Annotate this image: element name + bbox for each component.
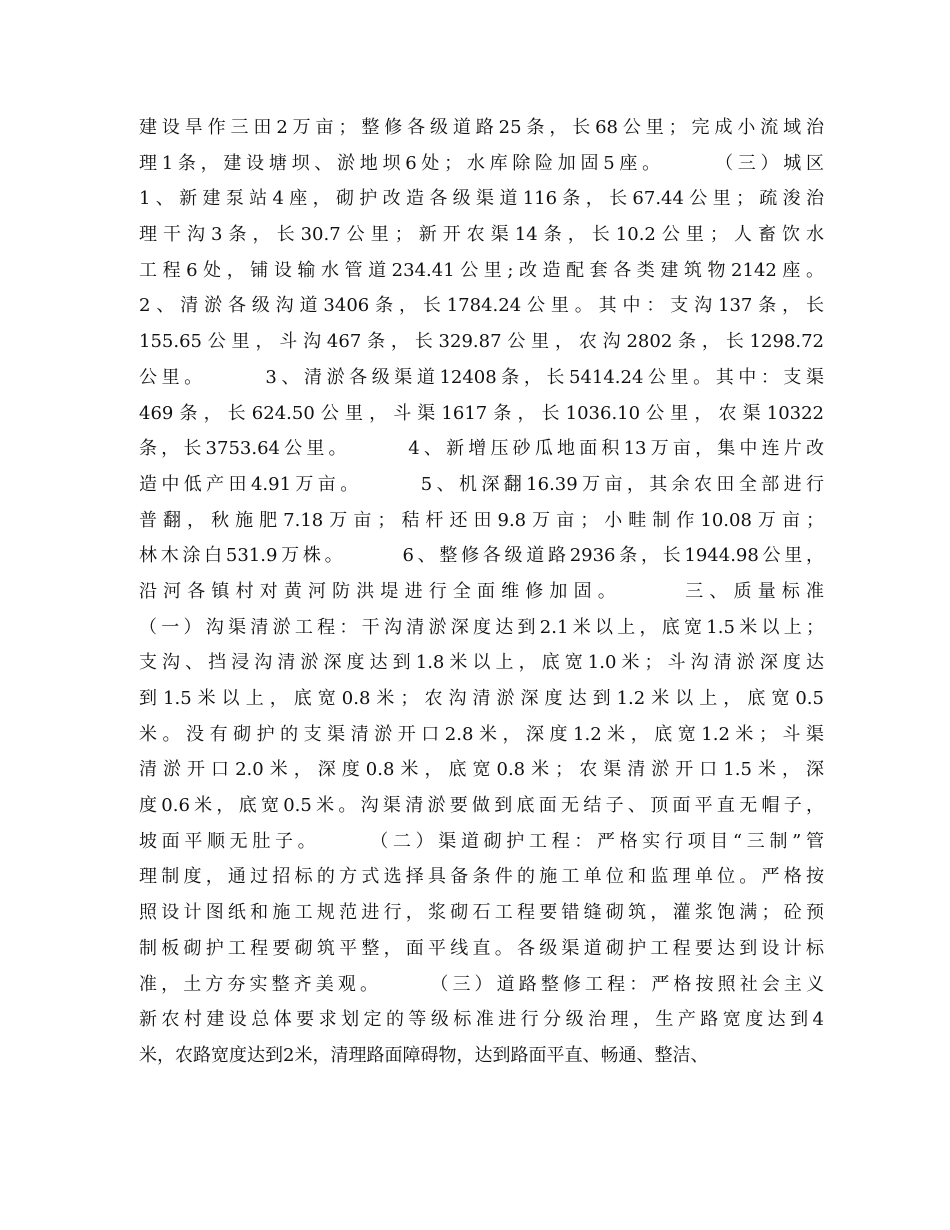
text-line: 理制度，通过招标的方式选择具备条件的施工单位和监理单位。严格按 — [139, 866, 824, 888]
text-line: 准，土方夯实整齐美观。 （三）道路整修工程：严格按照社会主义 — [139, 973, 824, 995]
text-line: 公里。 3、清淤各级渠道12408条，长5414.24公里。其中：支渠 — [139, 366, 824, 388]
text-line: 到1.5米以上，底宽0.8米；农沟清淤深度达到1.2米以上，底宽0.5 — [139, 688, 824, 709]
text-line: （一）沟渠清淤工程：干沟清淤深度达到2.1米以上，底宽1.5米以上； — [139, 616, 824, 638]
text-line: 制板砌护工程要砌筑平整，面平线直。各级渠道砌护工程要达到设计标 — [139, 937, 824, 959]
text-line: 米，农路宽度达到2米，清理路面障碍物，达到路面平直、畅通、整洁、 — [139, 1044, 709, 1066]
text-line: 建设旱作三田2万亩；整修各级道路25条，长68公里；完成小流域治 — [139, 117, 824, 138]
text-line: 清淤开口2.0米，深度0.8米，底宽0.8米；农渠清淤开口1.5米，深 — [139, 759, 824, 781]
text-line: 度0.6米，底宽0.5米。沟渠清淤要做到底面无结子、顶面平直无帽子， — [139, 795, 824, 817]
document-page — [139, 110, 824, 1074]
text-line: 坡面平顺无肚子。 （二）渠道砌护工程：严格实行项目“三制”管 — [139, 830, 824, 852]
text-line: 支沟、挡浸沟清淤深度达到1.8米以上，底宽1.0米；斗沟清淤深度达 — [139, 652, 824, 674]
text-line: 照设计图纸和施工规范进行，浆砌石工程要错缝砌筑，灌浆饱满；砼预 — [139, 902, 824, 924]
text-line: 469条，长624.50公里，斗渠1617条，长1036.10公里，农渠10322 — [139, 402, 824, 424]
text-line: 1、新建泵站4座，砌护改造各级渠道116条，长67.44公里；疏浚治 — [139, 188, 824, 210]
text-line: 理干沟3条，长30.7公里；新开农渠14条，长10.2公里；人畜饮水 — [139, 224, 824, 246]
text-line: 2、清淤各级沟道3406条，长1784.24公里。其中：支沟137条，长 — [139, 295, 824, 317]
text-line: 155.65公里，斗沟467条，长329.87公里，农沟2802条，长1298.72 — [139, 331, 824, 353]
text-line: 普翻，秋施肥7.18万亩；秸杆还田9.8万亩；小畦制作10.08万亩； — [139, 509, 824, 531]
text-line: 工程6处，铺设输水管道234.41公里;改造配套各类建筑物2142座。 — [139, 259, 824, 281]
text-line: 造中低产田4.91万亩。 5、机深翻16.39万亩，其余农田全部进行 — [139, 473, 824, 495]
text-line: 林木涂白531.9万株。 6、整修各级道路2936条，长1944.98公里， — [139, 545, 824, 567]
text-line: 沿河各镇村对黄河防洪堤进行全面维修加固。 三、质量标准 — [139, 580, 824, 602]
text-line: 米。没有砌护的支渠清淤开口2.8米，深度1.2米，底宽1.2米；斗渠 — [139, 723, 824, 745]
text-line: 新农村建设总体要求划定的等级标准进行分级治理，生产路宽度达到4 — [139, 1009, 824, 1031]
text-line: 条，长3753.64公里。 4、新增压砂瓜地面积13万亩，集中连片改 — [139, 438, 824, 460]
text-line: 理1条，建设塘坝、淤地坝6处；水库除险加固5座。 （三）城区 — [139, 152, 824, 174]
